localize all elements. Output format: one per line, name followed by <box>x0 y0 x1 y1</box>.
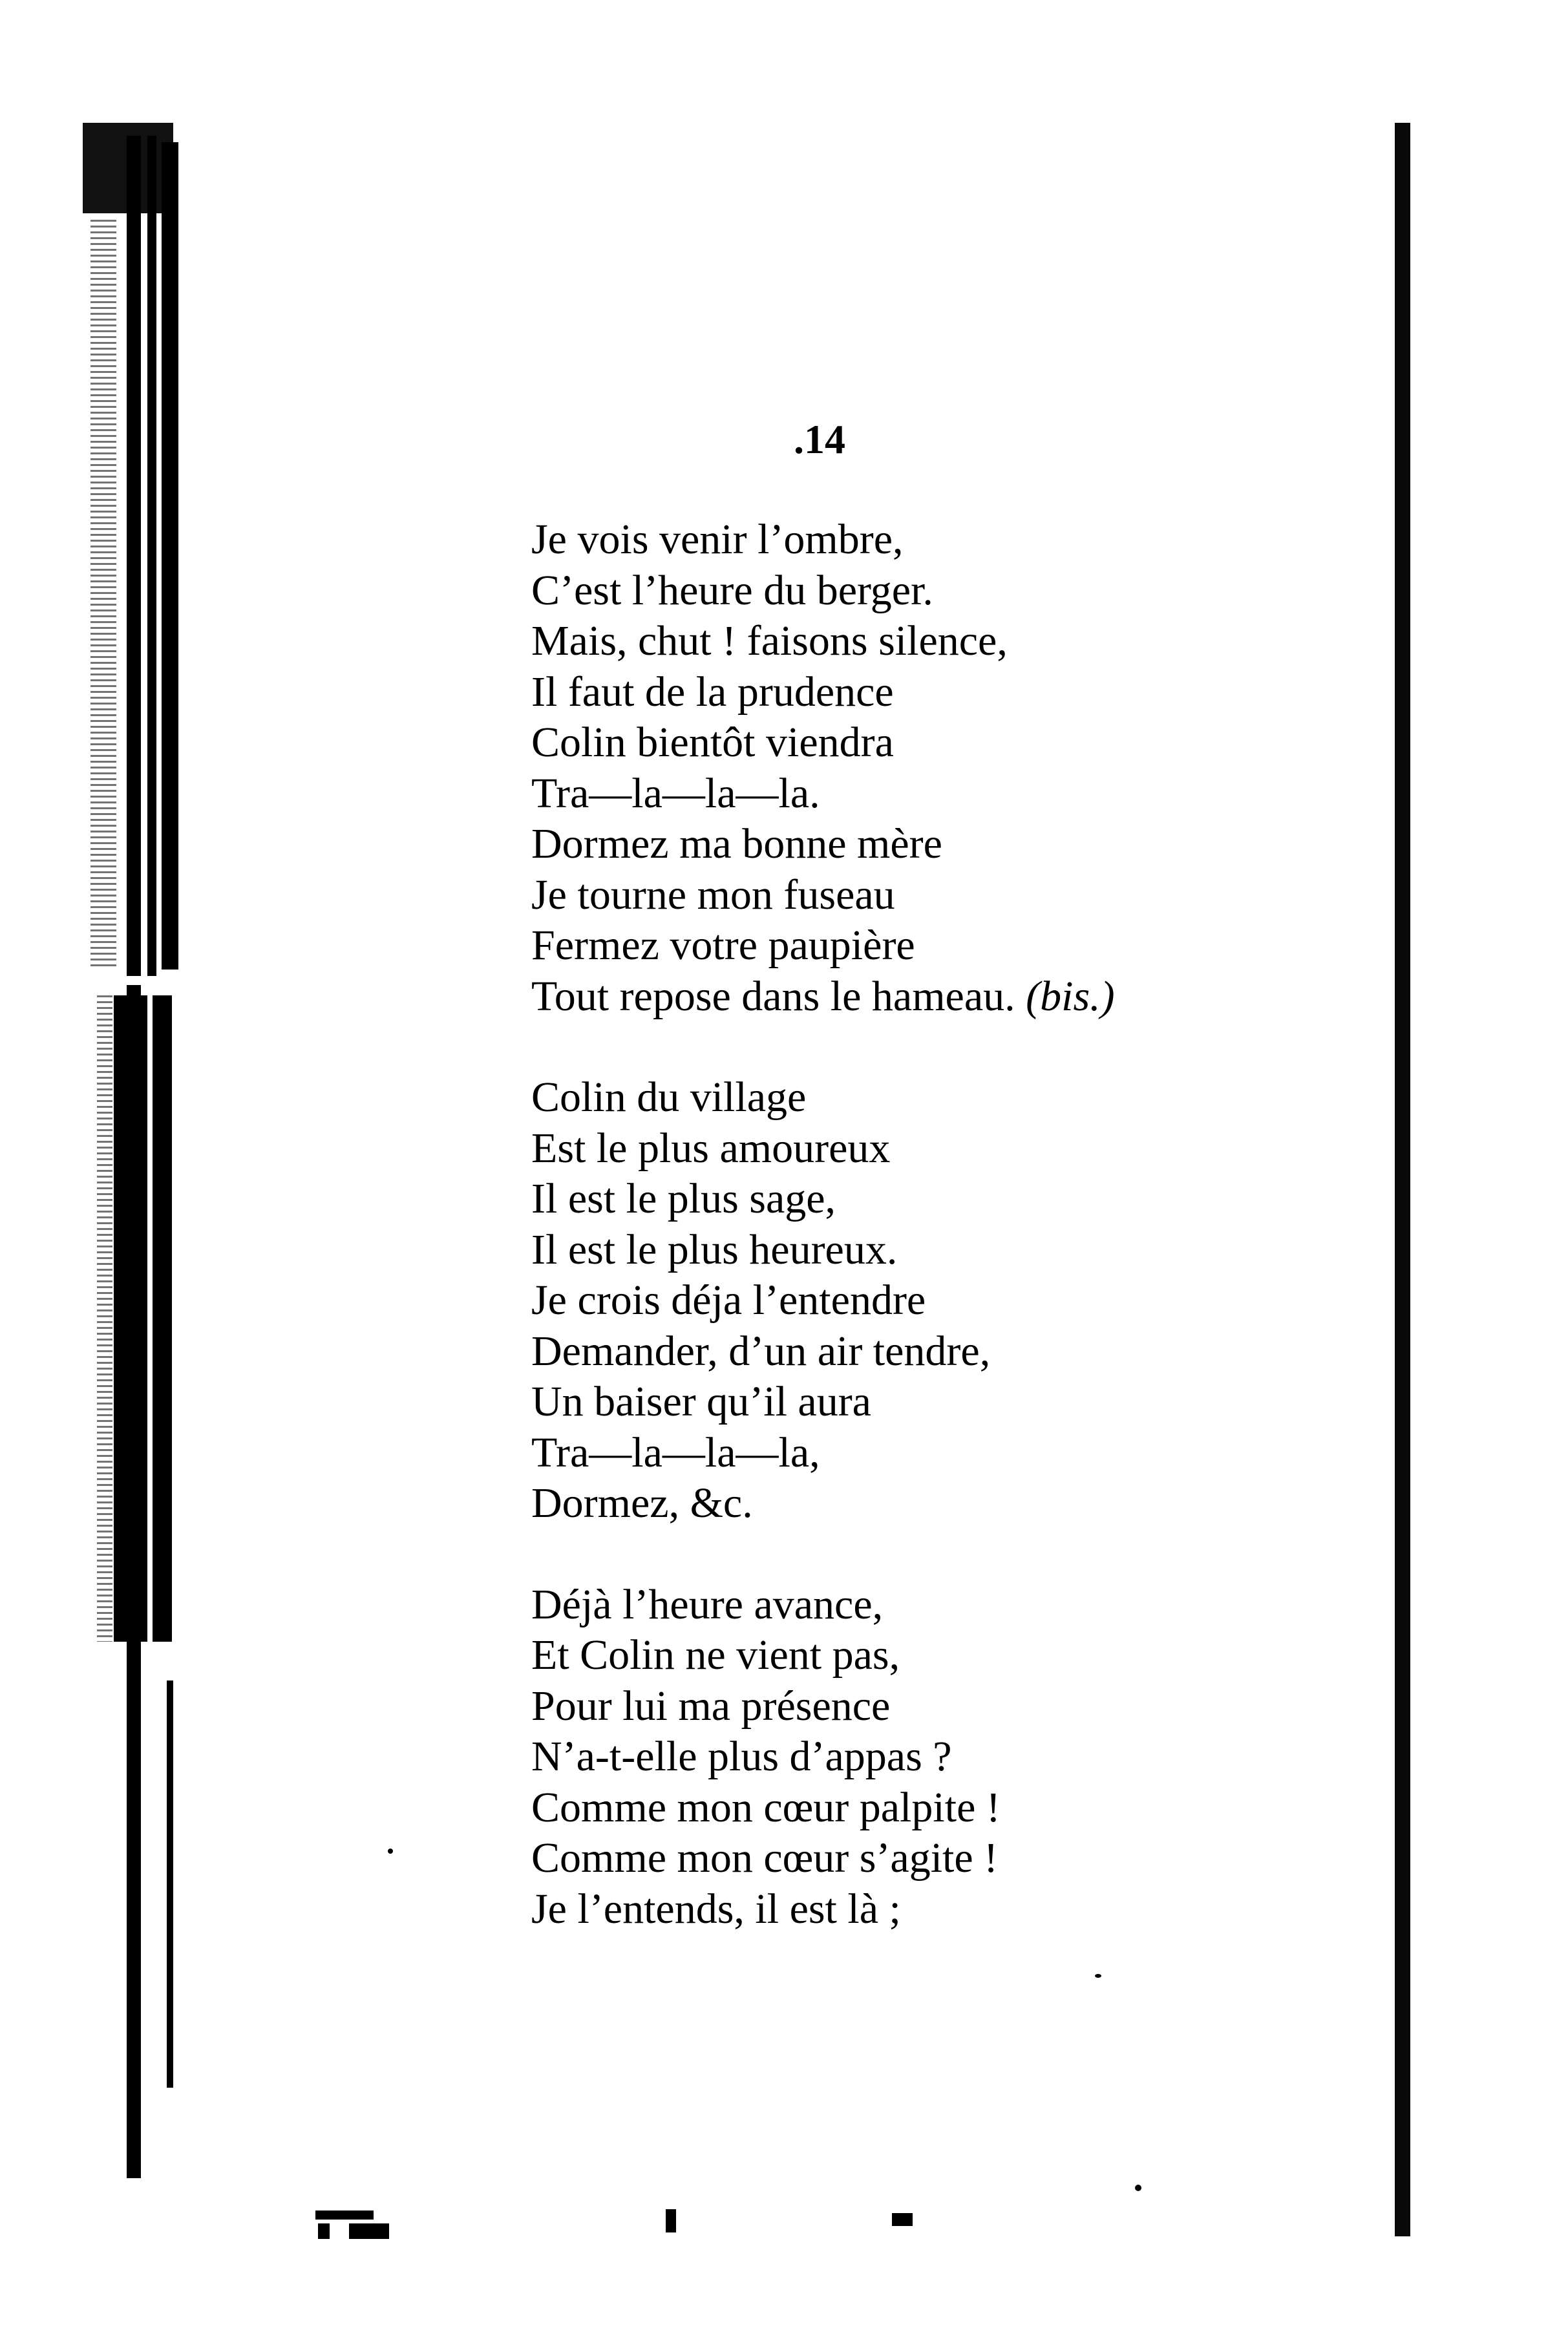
verse-line: Comme mon cœur palpite ! <box>531 1783 1001 1831</box>
verse-line: Colin bientôt viendra <box>531 719 894 766</box>
binding-noise <box>97 995 112 1642</box>
verse-line: Dormez, &c. <box>531 1479 753 1527</box>
scan-speck <box>1135 2185 1141 2191</box>
binding-stripe <box>167 1680 173 2088</box>
verse-text: Tout repose dans le hameau. <box>531 972 1015 1020</box>
stanza-2 <box>531 1072 1115 1529</box>
verse-line: C’est l’heure du berger. <box>531 566 933 614</box>
verse-line: Je crois déja l’entendre <box>531 1277 926 1324</box>
verse-line: Tra—la—la—la. <box>531 769 820 817</box>
verse-line: Il est le plus heureux. <box>531 1225 898 1273</box>
scan-mark <box>315 2210 374 2220</box>
verse-line: Il faut de la prudence <box>531 668 894 716</box>
page-edge-rule <box>1395 123 1410 2236</box>
scan-mark <box>349 2223 389 2239</box>
verse-line: Un baiser qu’il aura <box>531 1378 871 1425</box>
binding-stripe <box>138 995 147 1642</box>
stanza-3 <box>531 1580 1115 1935</box>
binding-stripe <box>153 995 172 1642</box>
verse-line: Il est le plus sage, <box>531 1175 836 1222</box>
verse-line: Tra—la—la—la, <box>531 1428 820 1476</box>
verse-line: Pour lui ma présence <box>531 1682 891 1730</box>
binding-stripe <box>114 995 131 1642</box>
page-number: .14 <box>794 416 845 462</box>
verse-line: Déjà l’heure avance, <box>531 1580 884 1628</box>
bis-marker: (bis.) <box>1026 972 1115 1020</box>
verse-line: Je l’entends, il est là ; <box>531 1885 901 1933</box>
verse-line: Fermez votre paupière <box>531 922 915 969</box>
stanza-1 <box>531 514 1115 1022</box>
scan-mark <box>666 2209 676 2232</box>
poem-text <box>531 514 1115 1985</box>
binding-noise <box>90 220 116 970</box>
scan-mark <box>892 2213 913 2226</box>
verse-line: N’a-t-elle plus d’appas ? <box>531 1733 952 1780</box>
verse-line: Je tourne mon fuseau <box>531 871 895 918</box>
binding-gap <box>114 976 185 985</box>
verse-line: Dormez ma bonne mère <box>531 820 942 867</box>
verse-line: Et Colin ne vient pas, <box>531 1631 900 1679</box>
verse-line: Mais, chut ! faisons silence, <box>531 617 1008 664</box>
scan-speck <box>388 1849 393 1854</box>
verse-line-with-refrain <box>531 971 1115 1023</box>
scan-mark <box>318 2223 330 2239</box>
verse-line: Colin du village <box>531 1074 807 1121</box>
binding-stripe <box>162 142 178 970</box>
verse-line: Je vois venir l’ombre, <box>531 516 904 563</box>
verse-line: Demander, d’un air tendre, <box>531 1327 991 1375</box>
verse-line: Comme mon cœur s’agite ! <box>531 1834 999 1882</box>
verse-line: Est le plus amoureux <box>531 1124 891 1172</box>
binding-stripe <box>147 136 156 976</box>
